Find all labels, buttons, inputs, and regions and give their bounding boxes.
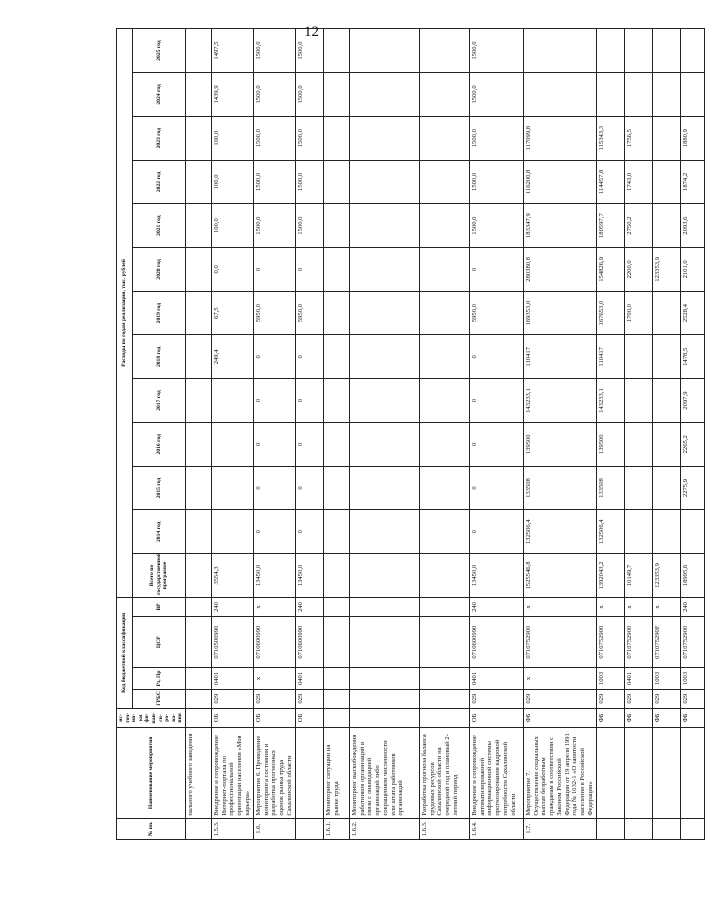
row-number: 1.6.4.: [469, 818, 523, 839]
row-year-value: 139500: [523, 422, 596, 466]
row-year-value: [185, 466, 211, 510]
row-year-value: 0: [295, 422, 323, 466]
row-total: 3554,3: [211, 554, 253, 598]
row-csr: [185, 617, 211, 668]
row-grbs: 029: [624, 689, 652, 708]
row-rzpr: 1003: [680, 668, 704, 689]
row-year-value: 100,0: [211, 116, 253, 160]
row-year-value: [624, 29, 652, 73]
row-year-value: 2097,9: [680, 379, 704, 423]
row-year-value: [652, 422, 680, 466]
row-source: [323, 708, 349, 727]
row-rzpr: 0401: [211, 668, 253, 689]
row-total: [323, 554, 349, 598]
table-row: [295, 29, 323, 840]
row-year-value: [349, 422, 419, 466]
row-rzpr: [349, 668, 419, 689]
row-source: ОБ: [211, 708, 253, 727]
row-source: ОБ: [253, 708, 295, 727]
row-year-value: [323, 247, 349, 291]
row-year-value: 1500,0: [253, 116, 295, 160]
row-csr: 0710600990: [469, 617, 523, 668]
row-year-value: 1500,0: [253, 204, 295, 248]
row-total: [419, 554, 469, 598]
row-grbs: 029: [469, 689, 523, 708]
row-year-value: 2275,9: [680, 466, 704, 510]
row-year-value: [185, 335, 211, 379]
row-vr: x: [652, 597, 680, 616]
row-year-value: 132506,4: [596, 510, 624, 554]
row-year-value: 1500,0: [469, 29, 523, 73]
row-vr: 240: [295, 597, 323, 616]
row-source: ФБ: [680, 708, 704, 727]
row-name: Мероприятие 6. Проведение мониторинга состояния и разработка прогнозных оценок рынка труда Сахалинской области: [253, 728, 295, 819]
row-year-value: [323, 73, 349, 117]
row-year-value: 0: [469, 379, 523, 423]
row-year-value: 0: [253, 422, 295, 466]
table-row: [323, 29, 349, 840]
row-number: [624, 818, 652, 839]
row-total: 13450,0: [253, 554, 295, 598]
row-year-value: 1500,0: [253, 73, 295, 117]
row-year-value: 133508: [596, 466, 624, 510]
table-row: [680, 29, 704, 840]
header-no: № пп.: [117, 818, 186, 839]
row-source: [349, 708, 419, 727]
row-year-value: 1500,0: [295, 116, 323, 160]
row-source: ФБ: [523, 708, 596, 727]
row-year-value: 67,5: [211, 291, 253, 335]
row-year-value: 154826,9: [596, 247, 624, 291]
row-year-value: 1500,0: [295, 73, 323, 117]
table-row: [349, 29, 419, 840]
row-year-value: [349, 204, 419, 248]
row-year-value: 249,4: [211, 335, 253, 379]
row-year-value: 1500,0: [295, 160, 323, 204]
row-year-value: 0: [253, 379, 295, 423]
row-year-value: [211, 379, 253, 423]
row-year-value: [419, 510, 469, 554]
row-year-value: 1500,0: [469, 204, 523, 248]
row-year-value: 169353,0: [523, 291, 596, 335]
row-name: Мониторинг ситуации на рынке труда: [323, 728, 349, 819]
row-total: 10149,7: [624, 554, 652, 598]
row-csr: 0710752900: [624, 617, 652, 668]
row-name: [680, 728, 704, 819]
row-year-value: 1497,5: [211, 29, 253, 73]
row-year-value: 2200,0: [624, 247, 652, 291]
page-number: 12: [304, 24, 319, 40]
row-year-value: [211, 466, 253, 510]
row-year-value: [323, 335, 349, 379]
row-year-value: 2265,2: [680, 422, 704, 466]
row-year-value: [652, 73, 680, 117]
row-csr: [323, 617, 349, 668]
header-name: Наименование мероприятия: [117, 728, 186, 819]
row-name: [624, 728, 652, 819]
row-source: ОБ: [295, 708, 323, 727]
row-name: Мониторинг высвобождения работников организаций в связи с ликвидацией организаций либо сокращением численности или штата работников организаций: [349, 728, 419, 819]
row-year-value: [624, 466, 652, 510]
row-year-value: [624, 422, 652, 466]
rotated-table-container: [116, 28, 689, 840]
row-year-value: 1700,0: [624, 291, 652, 335]
row-rzpr: 0401: [295, 668, 323, 689]
row-csr: 0710600990: [295, 617, 323, 668]
row-name: [596, 728, 624, 819]
row-year-value: 2528,4: [680, 291, 704, 335]
row-year-value: [419, 379, 469, 423]
row-grbs: [323, 689, 349, 708]
row-year-value: 1500,0: [469, 116, 523, 160]
row-year-value: [185, 160, 211, 204]
row-year-value: 123353,9: [652, 247, 680, 291]
header-csr: ЦСР: [132, 617, 185, 668]
header-year: 2021 год: [132, 204, 185, 248]
row-year-value: 110417: [523, 335, 596, 379]
row-source: ФБ: [652, 708, 680, 727]
row-year-value: 143233,1: [523, 379, 596, 423]
header-year: 2024 год: [132, 73, 185, 117]
table-body: [185, 29, 704, 840]
header-year: 2017 год: [132, 379, 185, 423]
table-row: [211, 29, 253, 840]
row-year-value: 2093,6: [680, 204, 704, 248]
row-year-value: 100,0: [211, 160, 253, 204]
row-year-value: 1478,5: [680, 335, 704, 379]
row-year-value: 0: [469, 510, 523, 554]
table-row: [185, 29, 211, 840]
row-number: [680, 818, 704, 839]
row-rzpr: 0401: [469, 668, 523, 689]
row-year-value: [349, 116, 419, 160]
row-year-value: 0,0: [211, 247, 253, 291]
row-year-value: [185, 422, 211, 466]
row-year-value: 0: [253, 247, 295, 291]
header-vr: ВР: [132, 597, 185, 616]
row-name: [295, 728, 323, 819]
row-number: 1.6.2.: [349, 818, 419, 839]
row-number: 1.6.1.: [323, 818, 349, 839]
row-year-value: [419, 204, 469, 248]
header-source: ис-точ-ни-ки фи-нан-си-ро-ва-ния: [117, 708, 186, 727]
row-source: ФБ: [624, 708, 652, 727]
row-csr: 0710600990: [253, 617, 295, 668]
row-source: [419, 708, 469, 727]
row-year-value: [652, 160, 680, 204]
row-vr: [349, 597, 419, 616]
row-year-value: [624, 335, 652, 379]
row-year-value: 0: [295, 247, 323, 291]
row-year-value: 110417: [596, 335, 624, 379]
row-grbs: [349, 689, 419, 708]
row-year-value: [624, 73, 652, 117]
row-csr: 0710500990: [211, 617, 253, 668]
row-year-value: 143233,1: [596, 379, 624, 423]
row-year-value: 1880,9: [680, 116, 704, 160]
row-year-value: [185, 73, 211, 117]
row-year-value: [323, 379, 349, 423]
row-year-value: 1874,2: [680, 160, 704, 204]
row-rzpr: x: [523, 668, 596, 689]
row-year-value: 5950,0: [295, 291, 323, 335]
row-year-value: [596, 73, 624, 117]
row-year-value: 183347,9: [523, 204, 596, 248]
header-year: 2016 год: [132, 422, 185, 466]
row-number: 1.5.3.: [211, 818, 253, 839]
row-total: 13450,0: [295, 554, 323, 598]
row-year-value: [419, 29, 469, 73]
row-total: 18995,6: [680, 554, 704, 598]
row-year-value: [185, 204, 211, 248]
row-year-value: [349, 510, 419, 554]
row-year-value: 1500,0: [253, 160, 295, 204]
row-vr: x: [523, 597, 596, 616]
row-number: 1.7.: [523, 818, 596, 839]
row-total: 123353,9: [652, 554, 680, 598]
header-year: 2015 год: [132, 466, 185, 510]
row-year-value: [419, 116, 469, 160]
row-year-value: [323, 204, 349, 248]
row-year-value: [652, 335, 680, 379]
row-number: [596, 818, 624, 839]
row-name: Разработка прогноза баланса трудовых ресурсов Сахалинской области на очередной год и плановый 2-летний период: [419, 728, 469, 819]
row-year-value: [349, 379, 419, 423]
row-year-value: [419, 466, 469, 510]
row-year-value: [652, 379, 680, 423]
row-grbs: 029: [253, 689, 295, 708]
row-vr: x: [596, 597, 624, 616]
row-number: [652, 818, 680, 839]
row-vr: [419, 597, 469, 616]
row-year-value: 1500,0: [295, 204, 323, 248]
row-csr: [419, 617, 469, 668]
header-rzpr: Рз, Пр: [132, 668, 185, 689]
row-year-value: [211, 510, 253, 554]
row-number: 1.6.: [253, 818, 295, 839]
row-year-value: 1500,0: [295, 29, 323, 73]
row-year-value: [419, 247, 469, 291]
row-year-value: 115343,3: [596, 116, 624, 160]
row-rzpr: [419, 668, 469, 689]
row-year-value: [419, 160, 469, 204]
row-year-value: 1439,9: [211, 73, 253, 117]
row-year-value: 2750,2: [624, 204, 652, 248]
row-year-value: 0: [469, 335, 523, 379]
row-year-value: 280380,8: [523, 247, 596, 291]
header-year: 2023 год: [132, 116, 185, 160]
table-row: [652, 29, 680, 840]
row-year-value: [349, 335, 419, 379]
row-year-value: [523, 29, 596, 73]
row-source: ОБ: [469, 708, 523, 727]
row-rzpr: x: [253, 668, 295, 689]
row-source: ФБ: [596, 708, 624, 727]
row-total: 1392043,2: [596, 554, 624, 598]
row-year-value: 116200,8: [523, 160, 596, 204]
row-rzpr: 1003: [652, 668, 680, 689]
row-year-value: [680, 29, 704, 73]
row-grbs: 029: [523, 689, 596, 708]
expenses-table: [116, 28, 705, 840]
row-year-value: [349, 29, 419, 73]
row-total: 1525546,8: [523, 554, 596, 598]
row-year-value: 0: [469, 466, 523, 510]
row-rzpr: 0401: [624, 668, 652, 689]
row-year-value: [680, 73, 704, 117]
row-year-value: [349, 160, 419, 204]
row-year-value: 117099,8: [523, 116, 596, 160]
row-year-value: [652, 466, 680, 510]
row-year-value: 0: [469, 247, 523, 291]
header-budget-class: Код бюджетной классификации: [117, 597, 133, 708]
header-year: 2018 год: [132, 335, 185, 379]
row-year-value: [624, 379, 652, 423]
row-csr: [349, 617, 419, 668]
row-year-value: 0: [295, 379, 323, 423]
row-year-value: 132506,4: [523, 510, 596, 554]
row-rzpr: 1003: [596, 668, 624, 689]
header-year: 2022 год: [132, 160, 185, 204]
row-year-value: 139500: [596, 422, 624, 466]
row-total: 13450,0: [469, 554, 523, 598]
row-vr: x: [624, 597, 652, 616]
header-year: 2020 год: [132, 247, 185, 291]
header-expenses: Расходы по годам реализации, тыс. рублей: [117, 29, 133, 598]
row-year-value: [419, 422, 469, 466]
row-year-value: [185, 510, 211, 554]
row-year-value: [323, 29, 349, 73]
row-total: [185, 554, 211, 598]
header-total: Всего по государственной программе: [132, 554, 185, 598]
row-grbs: 029: [680, 689, 704, 708]
row-year-value: [596, 29, 624, 73]
row-rzpr: [185, 668, 211, 689]
row-vr: 240: [680, 597, 704, 616]
table-row: [419, 29, 469, 840]
header-grbs: ГРБС: [132, 689, 185, 708]
row-grbs: 029: [211, 689, 253, 708]
row-csr: 0710752900: [680, 617, 704, 668]
row-csr: 0710752900: [523, 617, 596, 668]
row-year-value: [323, 422, 349, 466]
row-year-value: [185, 29, 211, 73]
header-year: 2014 год: [132, 510, 185, 554]
row-year-value: [652, 116, 680, 160]
row-year-value: [349, 466, 419, 510]
row-year-value: 2101,0: [680, 247, 704, 291]
row-year-value: [523, 73, 596, 117]
row-year-value: [323, 466, 349, 510]
row-year-value: [652, 291, 680, 335]
row-name: [652, 728, 680, 819]
row-year-value: 0: [253, 466, 295, 510]
row-vr: 240: [469, 597, 523, 616]
row-name: Мероприятие 7. Осуществление социальных выплат безработным гражданам в соответствии с Законом Российской Федерации от 19 апреля 1991 года № 1032-1 «О занятости населения в Российской Федерации»: [523, 728, 596, 819]
row-vr: x: [253, 597, 295, 616]
row-year-value: 1500,0: [469, 160, 523, 204]
row-year-value: 0: [295, 510, 323, 554]
row-year-value: [323, 291, 349, 335]
row-year-value: [185, 291, 211, 335]
row-year-value: [323, 116, 349, 160]
row-year-value: [652, 510, 680, 554]
table-row: [523, 29, 596, 840]
row-year-value: 0: [295, 335, 323, 379]
row-year-value: [349, 247, 419, 291]
row-year-value: 180597,7: [596, 204, 624, 248]
row-year-value: [419, 73, 469, 117]
row-number: 1.6.3.: [419, 818, 469, 839]
row-year-value: [323, 160, 349, 204]
row-year-value: [624, 510, 652, 554]
row-year-value: 133508: [523, 466, 596, 510]
row-grbs: 029: [295, 689, 323, 708]
row-grbs: [185, 689, 211, 708]
row-year-value: [419, 291, 469, 335]
row-source: [185, 708, 211, 727]
table-row: [253, 29, 295, 840]
table-row: [596, 29, 624, 840]
row-grbs: 029: [596, 689, 624, 708]
row-year-value: [323, 510, 349, 554]
row-year-value: 100,0: [211, 204, 253, 248]
row-csr: 071075290F: [652, 617, 680, 668]
row-rzpr: [323, 668, 349, 689]
header-year: 2025 год: [132, 29, 185, 73]
row-name: Внедрение и сопровождение Интернет-портала по профессиональной ориентации населения «Моя карьера»: [211, 728, 253, 819]
row-vr: [185, 597, 211, 616]
row-year-value: 167653,0: [596, 291, 624, 335]
row-grbs: [419, 689, 469, 708]
row-year-value: 114457,8: [596, 160, 624, 204]
row-year-value: [349, 291, 419, 335]
row-year-value: [652, 29, 680, 73]
row-year-value: [349, 73, 419, 117]
header-year: 2019 год: [132, 291, 185, 335]
row-year-value: [652, 204, 680, 248]
row-year-value: [419, 335, 469, 379]
row-year-value: [185, 247, 211, 291]
table-row: [469, 29, 523, 840]
row-year-value: 1500,0: [469, 73, 523, 117]
row-year-value: [680, 510, 704, 554]
row-grbs: 029: [652, 689, 680, 708]
row-total: [349, 554, 419, 598]
row-year-value: 1500,0: [253, 29, 295, 73]
row-number: [295, 818, 323, 839]
row-number: [185, 818, 211, 839]
row-year-value: 0: [295, 466, 323, 510]
row-name: Внедрение и сопровождение автоматизированной информационной системы прогнозирования кадровой потребности Сахалинской области: [469, 728, 523, 819]
row-year-value: 1756,5: [624, 116, 652, 160]
row-year-value: 0: [253, 335, 295, 379]
row-year-value: 1743,0: [624, 160, 652, 204]
row-csr: 0710752900: [596, 617, 624, 668]
row-year-value: 5950,0: [253, 291, 295, 335]
row-year-value: [211, 422, 253, 466]
row-year-value: 0: [469, 422, 523, 466]
row-vr: 240: [211, 597, 253, 616]
row-year-value: [185, 116, 211, 160]
table-row: [624, 29, 652, 840]
row-vr: [323, 597, 349, 616]
row-name: нального учебного заведения: [185, 728, 211, 819]
row-year-value: 5950,0: [469, 291, 523, 335]
row-year-value: 0: [253, 510, 295, 554]
row-year-value: [185, 379, 211, 423]
